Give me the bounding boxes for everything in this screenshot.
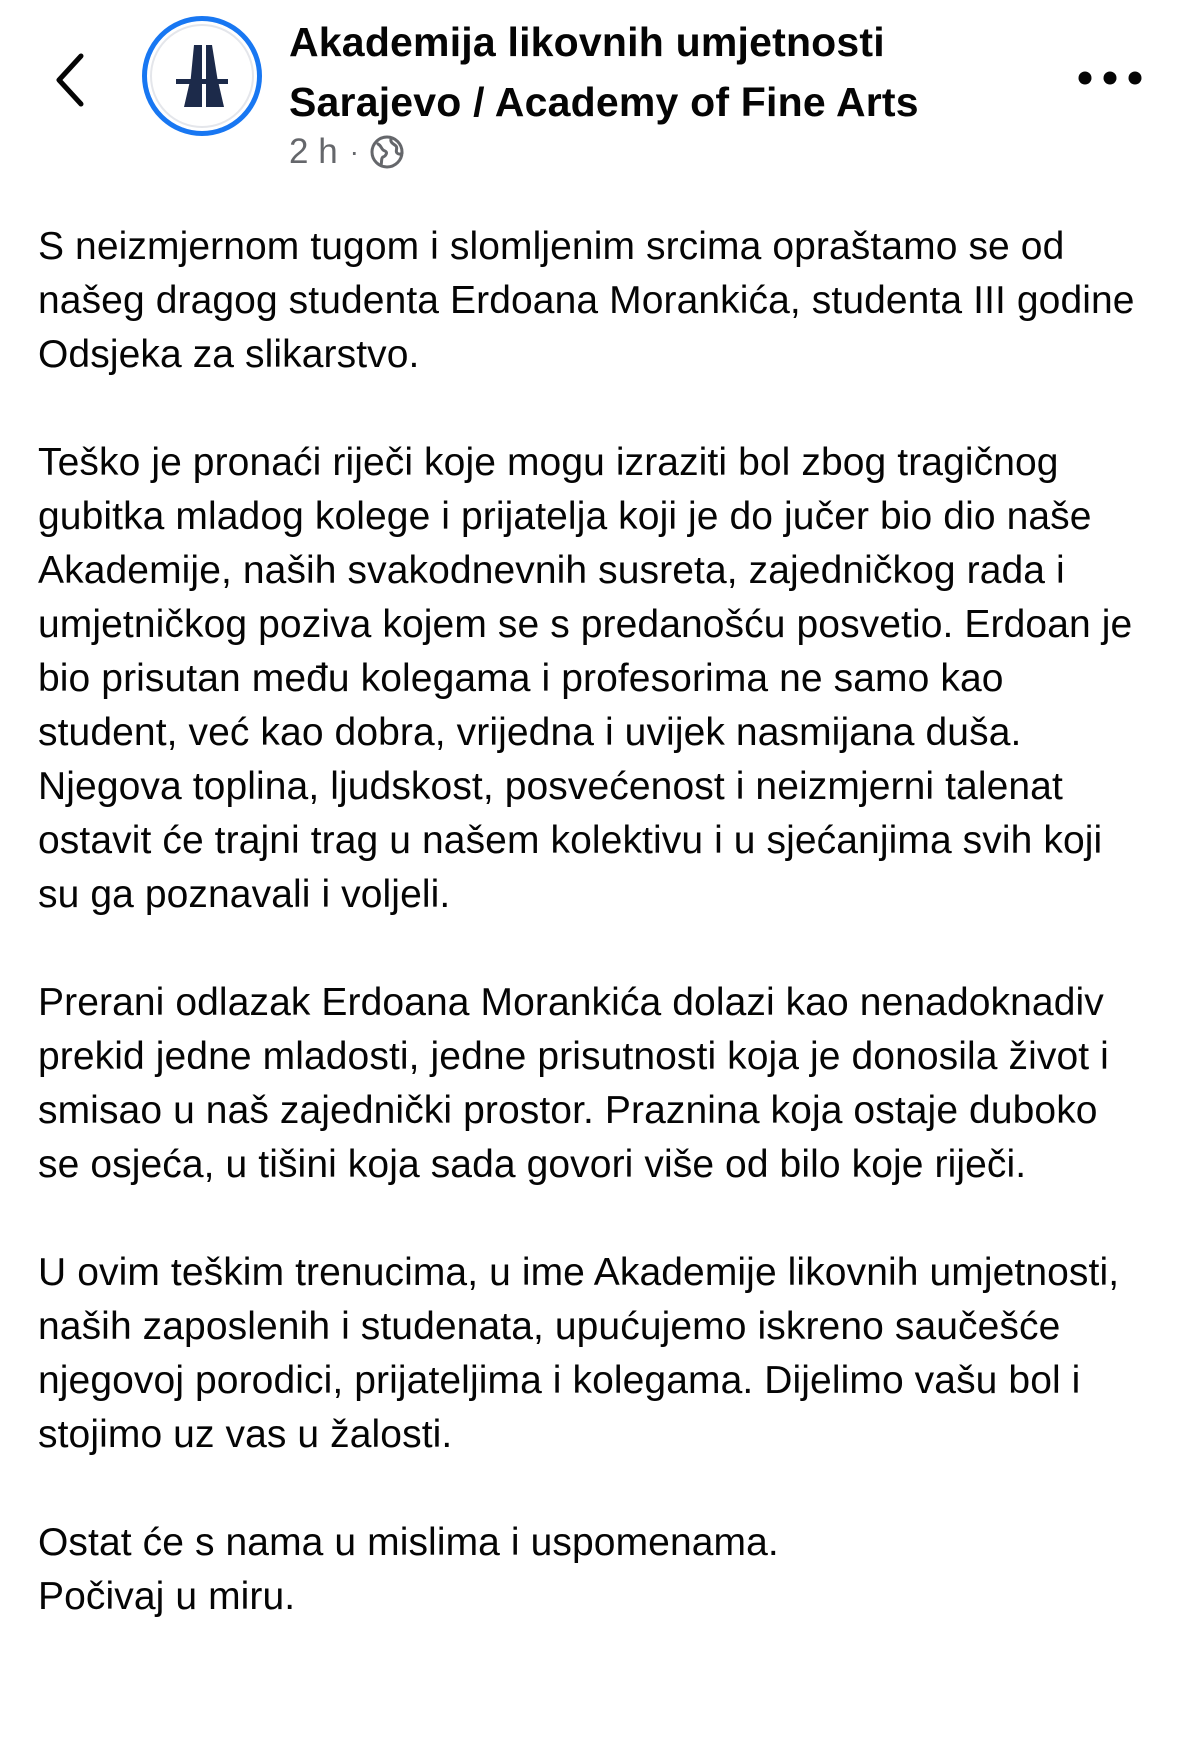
post-header — [0, 0, 1179, 190]
more-horizontal-icon — [1075, 70, 1145, 86]
post-paragraph: S neizmjernom tugom i slomljenim srcima opraštamo se od našeg dragog studenta Erdoana Morankića, studenta III godine Odsjeka za slikarstvo. — [38, 225, 1135, 376]
post-paragraph: Ostat će s nama u mislima i uspomenama. Počivaj u miru. — [38, 1521, 779, 1618]
page-name[interactable]: Akademija likovnih umjetnosti Sarajevo / Academy of Fine Arts — [289, 19, 919, 125]
chevron-left-icon — [53, 52, 87, 108]
post-paragraph: Teško je pronaći riječi koje mogu izraziti bol zbog tragičnog gubitka mladog kolege i prijatelja koji je do jučer bio dio naše Akademije, naših svakodnevnih susreta, zajedničkog rada i umjetničkog poziva kojem se s predanošću posvetio. Erdoan je bio prisutan među kolegama i profesorima ne samo kao student, već kao dobra, vrijedna i uvijek nasmijana duša. Njegova toplina, ljudskost, posvećenost i neizmjerni talenat ostavit će trajni trag u našem kolektivu i u sjećanjima svih koji su ga poznavali i voljeli. — [38, 441, 1133, 916]
post-paragraph: U ovim teškim trenucima, u ime Akademije likovnih umjetnosti, naših zaposlenih i studenata, upućujemo iskreno saučešće njegovoj porodici, prijateljima i kolegama. Dijelimo vašu bol i stojimo uz vas u žalosti. — [38, 1251, 1120, 1456]
back-button[interactable] — [40, 40, 100, 120]
more-options-button[interactable] — [1070, 58, 1150, 98]
page-avatar[interactable] — [142, 16, 262, 136]
post-meta — [289, 130, 405, 174]
post-timestamp[interactable]: 2 h — [289, 132, 338, 171]
post-paragraph: Prerani odlazak Erdoana Morankića dolazi kao nenadoknadiv prekid jedne mladosti, jedne prisutnosti koja je donosila život i smisao u naš zajednički prostor. Praznina koja ostaje duboko se osjeća, u tišini koja sada govori više od bilo koje riječi. — [38, 981, 1109, 1186]
post-text — [38, 220, 1148, 1624]
meta-separator: · — [349, 136, 359, 167]
globe-icon[interactable] — [369, 134, 405, 170]
academy-logo — [150, 24, 254, 128]
